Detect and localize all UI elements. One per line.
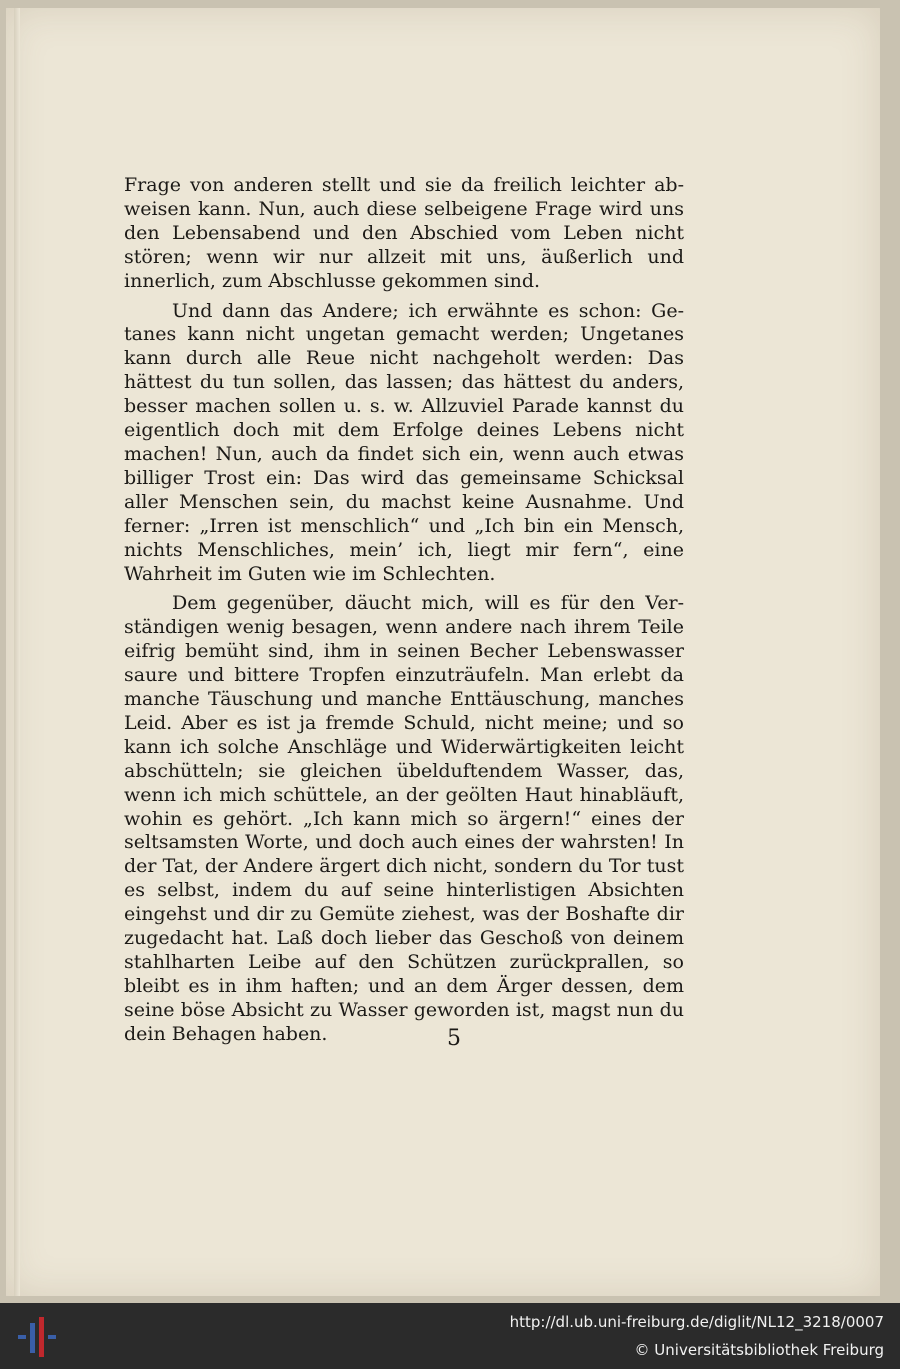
copyright-text: © Universitätsbibliothek Freiburg	[634, 1341, 884, 1359]
page-fold-shadow	[14, 8, 20, 1296]
paragraph-1: Frage von anderen stellt und sie da freilich leichter abweisen kann. Nun, auch diese selbeigene Frage wird uns den Lebensabend und den Abschied vom Leben nicht stören; wenn wir nur allzeit mit uns, äußerlich und innerlich, zum Abschlusse gekommen sind.	[124, 174, 684, 292]
body-text	[124, 174, 684, 1053]
page-number: 5	[447, 1026, 461, 1051]
paragraph-3: Dem gegenüber, däucht mich, will es für den Verständigen wenig besagen, wenn andere nach ihrem Teile eifrig bemüht sind, ihm in seinen Becher Lebenswasser saure und bittere Tropfen einzuträufeln. Man erlebt da manche Täuschung und manche Enttäuschung, manches Leid. Aber es ist ja fremde Schuld, nicht meine; und so kann ich solche Anschläge und Widerwärtigkeiten leicht abschütteln; sie gleichen übelduftendem Wasser, das, wenn ich mich schüttele, an der geölten Haut hinabläuft, wohin es gehört. „Ich kann mich so ärgern!“ eines der seltsamsten Worte, und doch auch eines der wahrsten! In der Tat, der Andere ärgert dich nicht, sondern du Tor tust es selbst, indem du auf seine hinterlistigen Absichten eingehst und dir zu Gemüte ziehest, was der Boshafte dir zugedacht hat. Laß doch lieber das Geschoß von deinem stahlharten Leibe auf den Schützen zurückprallen, so bleibt es in ihm haften; und an dem Ärger dessen, dem seine böse Absicht zu Wasser geworden ist, magst nun du dein Behagen haben.	[124, 592, 684, 1045]
paragraph-2: Und dann das Andere; ich erwähnte es schon: Getanes kann nicht ungetan gemacht werden; Ungetanes kann durch alle Reue nicht nachgeholt werden: Das hättest du tun sollen, das lassen; das hättest du anders, besser machen sollen u. s. w. Allzuviel Parade kannst du eigentlich doch mit dem Erfolge deines Lebens nicht machen! Nun, auch da findet sich ein, wenn auch etwas billiger Trost ein: Das wird das gemeinsame Schicksal aller Menschen sein, du machst keine Ausnahme. Und ferner: „Irren ist menschlich“ und „Ich bin ein Mensch, nichts Menschliches, mein’ ich, liegt mir fern“, eine Wahrheit im Guten wie im Schlechten.	[124, 299, 684, 585]
ub-freiburg-logo-icon	[12, 1313, 60, 1361]
viewer-footer	[0, 1303, 900, 1369]
document-url-link[interactable]: http://dl.ub.uni-freiburg.de/diglit/NL12_3218/0007	[509, 1313, 884, 1331]
